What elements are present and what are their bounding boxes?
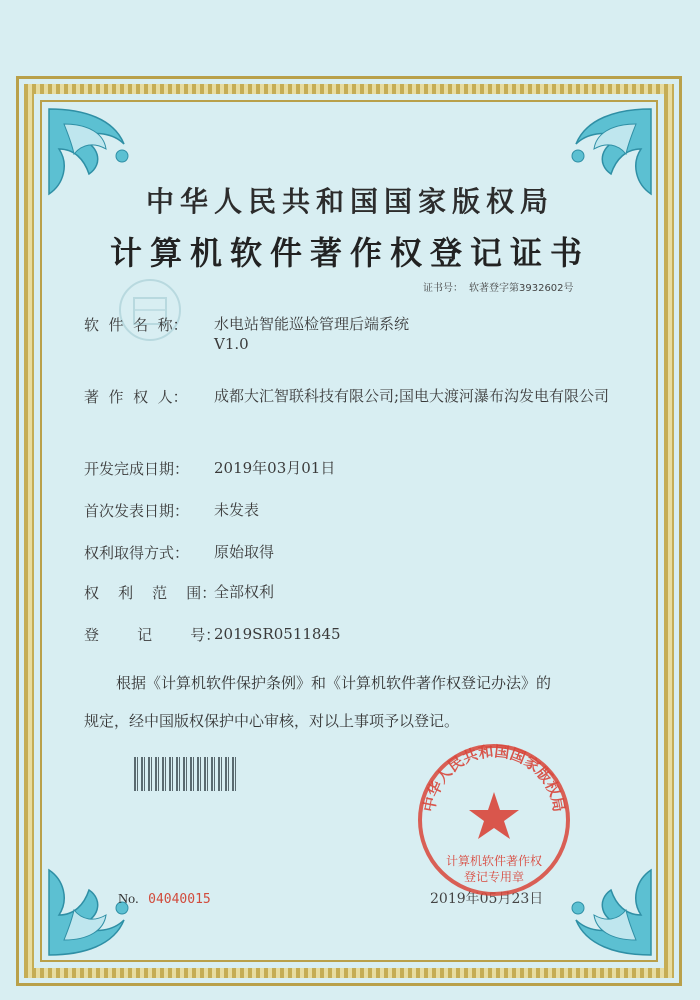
issue-date: 2019年05月23日 <box>430 891 544 907</box>
barcode-icon <box>134 757 238 791</box>
field-copyright-owner <box>84 386 610 407</box>
field-label: 权利取得方式： <box>84 544 190 562</box>
certificate-number-label: 证书号： <box>423 283 463 294</box>
statement-line-2: 规定，经中国版权保护中心审核，对以上事项予以登记。 <box>84 712 460 730</box>
issuer-title: 中华人民共和国国家版权局 <box>145 185 554 218</box>
field-value: 全部权利 <box>214 583 275 601</box>
barcode <box>134 757 238 791</box>
field-software-name <box>84 314 410 353</box>
field-value: 2019SR0511845 <box>214 625 341 643</box>
seal-inner-line-2: 登记专用章 <box>463 870 524 884</box>
field-completion-date <box>84 458 336 479</box>
statement-line-1: 根据《计算机软件保护条例》和《计算机软件著作权登记办法》的 <box>116 674 552 692</box>
field-registration-number <box>84 624 341 645</box>
document-serial-value: 04040015 <box>148 892 211 907</box>
field-label: 著 作 权 人： <box>84 388 188 406</box>
certificate-number-value: 软著登字第3932602号 <box>469 283 574 294</box>
field-first-publication-date <box>84 500 260 521</box>
seal-ring-text: 中华人民共和国国家版权局 <box>419 742 569 814</box>
certification-statement <box>84 664 624 740</box>
field-acquisition-method <box>84 542 275 563</box>
field-value: 2019年03月01日 <box>214 459 336 477</box>
field-value: 未发表 <box>214 501 260 519</box>
field-value: 成都大汇智联科技有限公司;国电大渡河瀑布沟发电有限公司 <box>214 387 610 405</box>
seal-inner-line-1: 计算机软件著作权 <box>445 854 542 868</box>
certificate-number <box>423 279 574 294</box>
field-label: 首次发表日期： <box>84 502 190 520</box>
certificate-title: 计算机软件著作权登记证书 <box>109 234 590 272</box>
field-label: 登 记 号： <box>84 626 221 644</box>
field-value: 水电站智能巡检管理后端系统 V1.0 <box>214 315 410 353</box>
document-serial-label: No. <box>118 892 139 907</box>
document-serial <box>118 892 211 908</box>
field-label: 权 利 范 围： <box>84 584 217 602</box>
field-label: 软 件 名 称： <box>84 316 188 334</box>
field-rights-scope <box>84 582 275 603</box>
field-value: 原始取得 <box>214 543 275 561</box>
field-label: 开发完成日期： <box>84 460 190 478</box>
